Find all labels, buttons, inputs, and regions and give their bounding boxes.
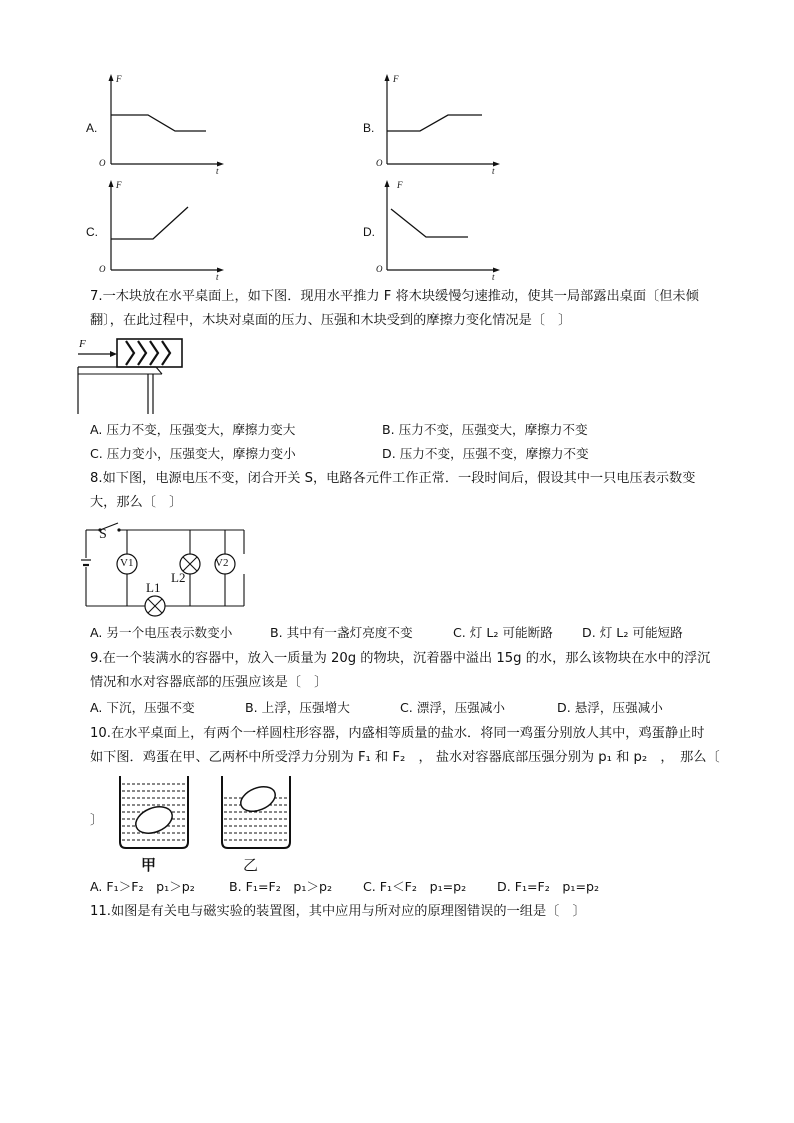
q10-text-line2: 如下图．鸡蛋在甲、乙两杯中所受浮力分别为 F₁ 和 F₂ ， 盐水对容器底部压强分别为 p₁ 和 p₂ ， 那么〔 — [90, 750, 720, 765]
q7-option-a[interactable]: A. 压力不变，压强变大，摩擦力变大 — [90, 422, 296, 437]
q10-option-c[interactable]: C. F₁＜F₂ p₁=p₂ — [363, 879, 467, 894]
q10-text-line3: 〕 — [90, 813, 104, 828]
graph-c-origin: O — [99, 264, 106, 274]
graph-d-origin: O — [376, 264, 383, 274]
graph-c-f-axis: F — [116, 180, 122, 190]
q10-option-b[interactable]: B. F₁=F₂ p₁＞p₂ — [229, 879, 333, 894]
q11-text-line1: 11.如图是有关电与磁实验的装置图，其中应用与所对应的原理图错误的一组是〔 〕 — [90, 904, 586, 919]
q7-option-b[interactable]: B. 压力不变，压强变大，摩擦力不变 — [382, 422, 588, 437]
graph-b-origin: O — [376, 158, 383, 168]
q10-cup-yi-label: 乙 — [243, 856, 259, 874]
graph-c-label: C. — [86, 225, 98, 239]
q8-text-line2: 大，那么〔 〕 — [90, 495, 183, 510]
q8-switch-label: S — [99, 527, 107, 542]
q8-option-a[interactable]: A. 另一个电压表示数变小 — [90, 625, 233, 640]
q10-cup-jia-label: 甲 — [141, 856, 157, 874]
q7-text-line1: 7.一木块放在水平桌面上，如下图．现用水平推力 F 将木块缓慢匀速推动，使其一局部露出桌面〔但未倾 — [90, 289, 699, 304]
q8-option-c[interactable]: C. 灯 L₂ 可能断路 — [453, 625, 553, 640]
graph-c — [108, 178, 228, 278]
q7-text-line2: 翻〕，在此过程中，木块对桌面的压力、压强和木块受到的摩擦力变化情况是〔 〕 — [90, 313, 572, 328]
graph-a-label: A. — [86, 121, 98, 135]
graph-a-t-axis: t — [216, 166, 219, 176]
q9-option-a[interactable]: A. 下沉，压强不变 — [90, 700, 195, 715]
q9-option-b[interactable]: B. 上浮，压强增大 — [245, 700, 350, 715]
q10-option-a[interactable]: A. F₁＞F₂ p₁＞p₂ — [90, 879, 195, 894]
q10-text-line1: 10.在水平桌面上，有两个一样圆柱形容器，内盛相等质量的盐水．将同一鸡蛋分别放人其中，鸡蛋静止时 — [90, 726, 705, 741]
q9-option-d[interactable]: D. 悬浮，压强减小 — [557, 700, 663, 715]
q10-cups-figure — [116, 774, 316, 850]
graph-b-t-axis: t — [492, 166, 495, 176]
q7-block-figure — [76, 336, 186, 416]
q8-option-d[interactable]: D. 灯 L₂ 可能短路 — [582, 625, 683, 640]
graph-a-f-axis: F — [116, 74, 122, 84]
q8-l1-label: L1 — [146, 580, 161, 595]
graph-d-t-axis: t — [492, 272, 495, 282]
q8-l2-label: L2 — [171, 570, 186, 585]
q7-option-c[interactable]: C. 压力变小，压强变大，摩擦力变小 — [90, 446, 296, 461]
graph-d-f-axis: F — [397, 180, 403, 190]
graph-b — [384, 72, 504, 172]
q8-v2-label: V2 — [215, 557, 229, 569]
graph-b-label: B. — [363, 121, 375, 135]
q9-option-c[interactable]: C. 漂浮，压强减小 — [400, 700, 505, 715]
graph-d — [384, 178, 504, 278]
q9-text-line1: 9.在一个装满水的容器中，放入一质量为 20g 的物块，沉着器中溢出 15g 的水，那么该物块在水中的浮沉 — [90, 651, 711, 666]
graph-a-origin: O — [99, 158, 106, 168]
q10-option-d[interactable]: D. F₁=F₂ p₁=p₂ — [497, 879, 600, 894]
graph-d-label: D. — [363, 225, 375, 239]
q9-text-line2: 情况和水对容器底部的压强应该是〔 〕 — [90, 675, 328, 690]
q7-option-d[interactable]: D. 压力不变，压强不变，摩擦力不变 — [382, 446, 589, 461]
q8-option-b[interactable]: B. 其中有一盏灯亮度不变 — [270, 625, 413, 640]
q8-v1-label: V1 — [120, 557, 134, 569]
graph-c-t-axis: t — [216, 272, 219, 282]
graph-b-f-axis: F — [393, 74, 399, 84]
graph-a — [108, 72, 228, 172]
q8-text-line1: 8.如下图，电源电压不变，闭合开关 S，电路各元件工作正常．一段时间后，假设其中一只电压表示数变 — [90, 471, 696, 486]
q7-force-label: F — [79, 338, 86, 350]
